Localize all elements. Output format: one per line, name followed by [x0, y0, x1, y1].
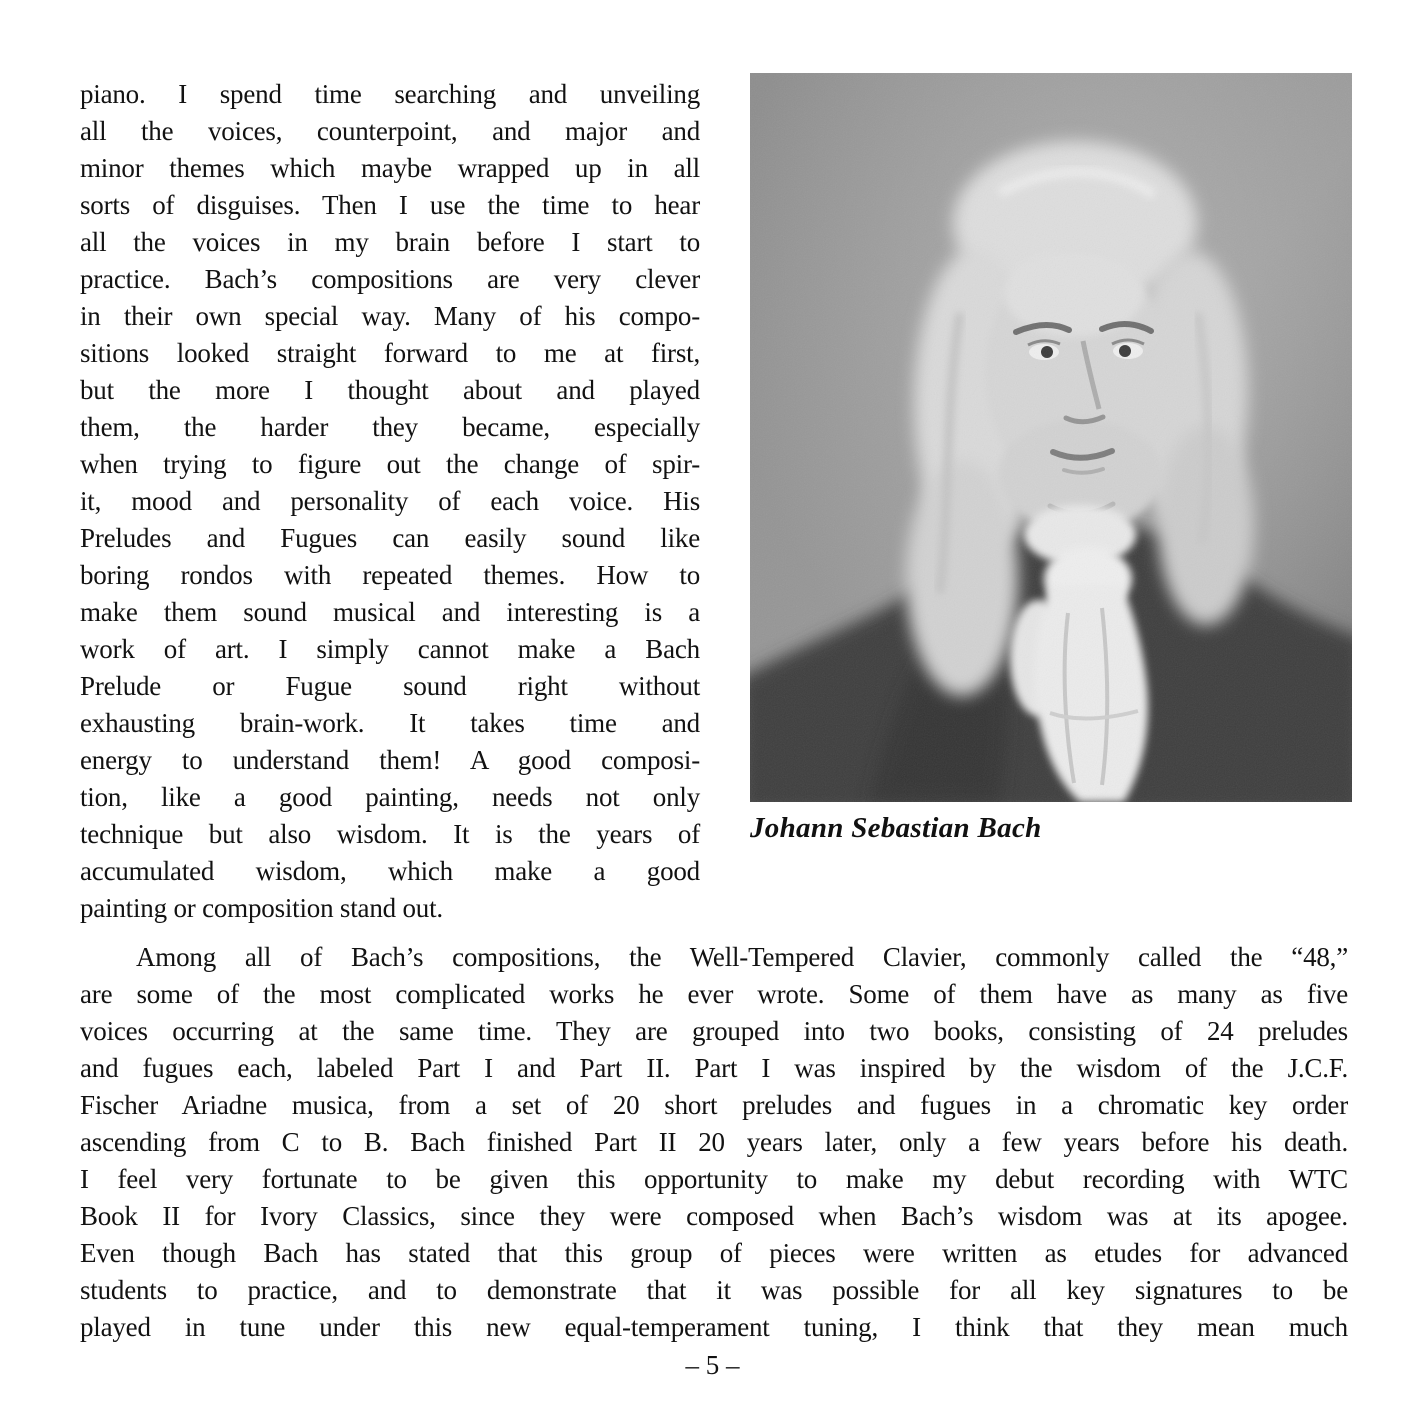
text-line: them, the harder they became, especially: [80, 412, 700, 442]
text-line: it, mood and personality of each voice. His: [80, 486, 700, 516]
text-line: all the voices in my brain before I start to: [80, 227, 700, 257]
text-line: accumulated wisdom, which make a good: [80, 856, 700, 886]
text-line: I feel very fortunate to be given this opportunity to make my debut recording with WTC: [80, 1164, 1348, 1194]
bach-portrait-image: [750, 73, 1352, 802]
body-paragraph: [80, 939, 1348, 1346]
text-line: boring rondos with repeated themes. How to: [80, 560, 700, 590]
text-line: piano. I spend time searching and unveiling: [80, 79, 700, 109]
text-line: in their own special way. Many of his compo-: [80, 301, 700, 331]
text-line: Even though Bach has stated that this group of pieces were written as etudes for advanced: [80, 1238, 1348, 1268]
text-line: played in tune under this new equal-temperament tuning, I think that they mean much: [80, 1312, 1348, 1342]
text-line: work of art. I simply cannot make a Bach: [80, 634, 700, 664]
portrait-caption: Johann Sebastian Bach: [750, 812, 1042, 844]
text-line: Among all of Bach’s compositions, the Well-Tempered Clavier, commonly called the “48,”: [136, 942, 1348, 972]
page-number: – 5 –: [685, 1350, 740, 1380]
text-line: energy to understand them! A good composi-: [80, 745, 700, 775]
text-line: painting or composition stand out.: [80, 893, 443, 923]
text-line: students to practice, and to demonstrate that it was possible for all key signatures to be: [80, 1275, 1348, 1305]
text-line: tion, like a good painting, needs not only: [80, 782, 700, 812]
text-line: voices occurring at the same time. They are grouped into two books, consisting of 24 preludes: [80, 1016, 1348, 1046]
text-line: Prelude or Fugue sound right without: [80, 671, 700, 701]
text-line: sitions looked straight forward to me at first,: [80, 338, 700, 368]
text-line: but the more I thought about and played: [80, 375, 700, 405]
text-line: and fugues each, labeled Part I and Part II. Part I was inspired by the wisdom of the J.C.F.: [80, 1053, 1348, 1083]
text-line: Preludes and Fugues can easily sound like: [80, 523, 700, 553]
text-line: minor themes which maybe wrapped up in all: [80, 153, 700, 183]
text-line: all the voices, counterpoint, and major and: [80, 116, 700, 146]
text-line: ascending from C to B. Bach finished Part II 20 years later, only a few years before his death.: [80, 1127, 1348, 1157]
text-line: Fischer Ariadne musica, from a set of 20 short preludes and fugues in a chromatic key order: [80, 1090, 1348, 1120]
text-line: technique but also wisdom. It is the years of: [80, 819, 700, 849]
text-line: Book II for Ivory Classics, since they were composed when Bach’s wisdom was at its apogee.: [80, 1201, 1348, 1231]
text-line: when trying to figure out the change of spir-: [80, 449, 700, 479]
text-line: sorts of disguises. Then I use the time to hear: [80, 190, 700, 220]
text-line: are some of the most complicated works he ever wrote. Some of them have as many as five: [80, 979, 1348, 1009]
text-line: exhausting brain-work. It takes time and: [80, 708, 700, 738]
text-line: make them sound musical and interesting is a: [80, 597, 700, 627]
body-text-column: [80, 76, 700, 927]
text-line: practice. Bach’s compositions are very clever: [80, 264, 700, 294]
bach-portrait-figure: [750, 73, 1352, 845]
